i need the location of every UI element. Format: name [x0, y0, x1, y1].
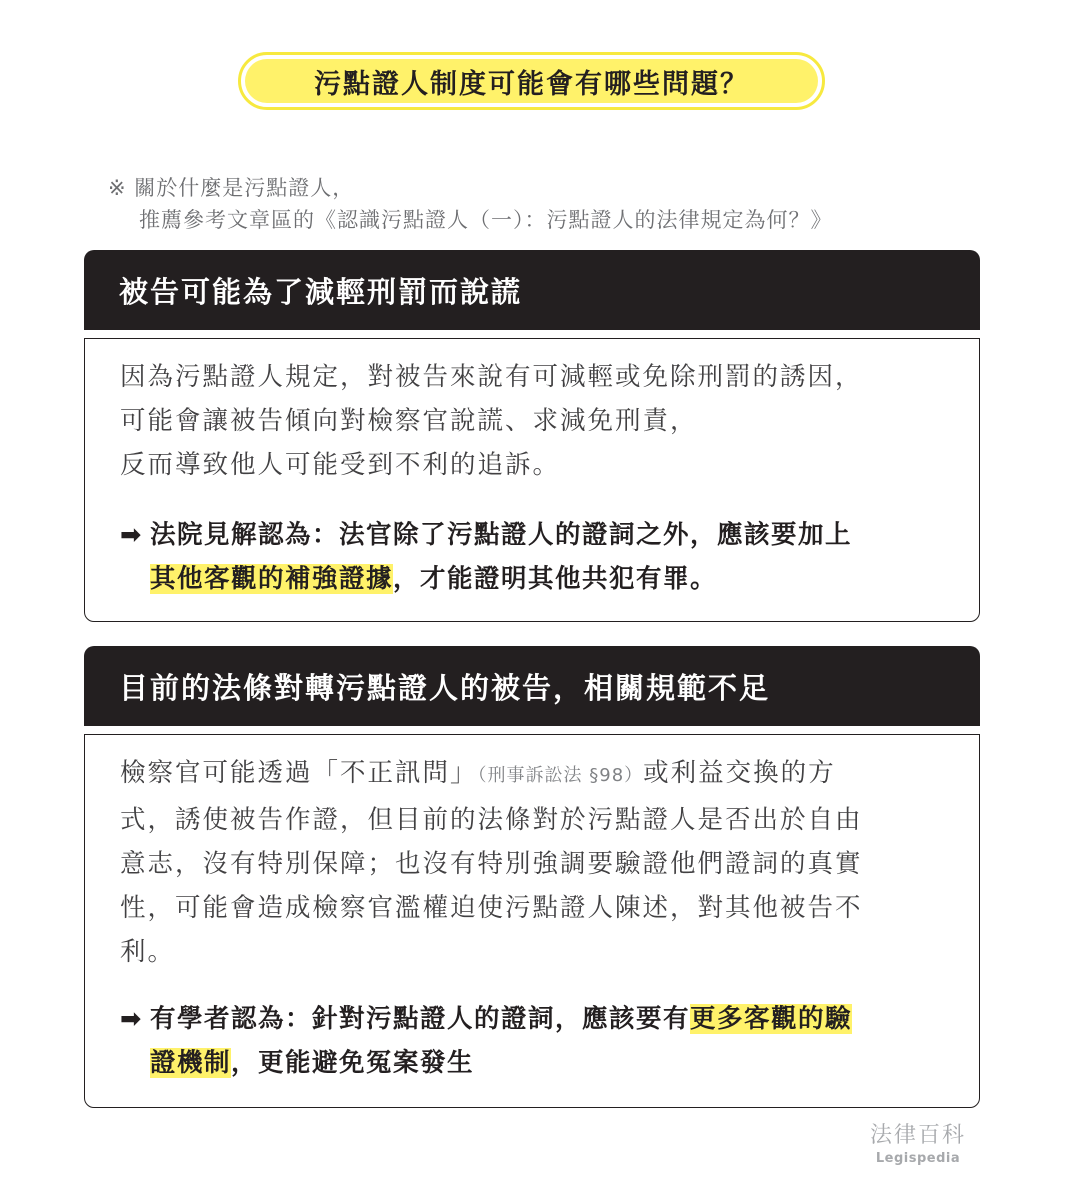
- section-1-highlight: 其他客觀的補強證據: [150, 564, 394, 594]
- page-title: 污點證人制度可能會有哪些問題？: [245, 59, 818, 103]
- note-line-2: 推薦參考文章區的《認識污點證人（一）：污點證人的法律規定為何？》: [139, 208, 833, 232]
- section-2-line-2: 式，誘使被告作證，但目前的法條對於污點證人是否出於自由: [120, 805, 863, 835]
- arrow-right-icon: ➡: [120, 1004, 143, 1034]
- note-line-1: ※ 關於什麼是污點證人，: [108, 176, 355, 200]
- arrow-right-icon: ➡: [120, 520, 143, 550]
- section-1-conclusion-line-1: 法院見解認為：法官除了污點證人的證詞之外，應該要加上: [150, 520, 853, 550]
- section-1-body: [84, 338, 980, 622]
- section-2-conclusion: [120, 997, 960, 1085]
- brand-english: Legispedia: [875, 1151, 961, 1166]
- section-1-conclusion-line-2: ，才能證明其他共犯有罪。: [393, 564, 718, 594]
- section-2-line-5: 利。: [120, 937, 176, 967]
- brand-chinese: 法律百科: [869, 1123, 966, 1148]
- section-2-highlight-a: 更多客觀的驗: [690, 1004, 853, 1034]
- section-1-conclusion: [120, 513, 960, 601]
- section-2-conclusion-line-1: 有學者認為：針對污點證人的證詞，應該要有: [150, 1004, 691, 1034]
- section-1-line-3: 反而導致他人可能受到不利的追訴。: [120, 450, 561, 480]
- section-2-line-1a: 檢察官可能透過「不正訊問」: [120, 758, 478, 788]
- section-1-heading: 被告可能為了減輕刑罰而說謊: [84, 250, 980, 330]
- section-1-paragraph: [120, 355, 950, 487]
- section-2-line-1b: 或利益交換的方: [643, 758, 836, 788]
- section-2-line-3: 意志，沒有特別保障；也沒有特別強調要驗證他們證詞的真實: [120, 849, 863, 879]
- section-2-line-4: 性，可能會造成檢察官濫權迫使污點證人陳述，對其他被告不: [120, 893, 863, 923]
- section-2-conclusion-line-2: ，更能避免冤案發生: [231, 1048, 475, 1078]
- law-reference: （刑事訴訟法 §98）: [477, 765, 644, 786]
- section-1-line-2: 可能會讓被告傾向對檢察官說謊、求減免刑責，: [120, 406, 698, 436]
- section-2-paragraph: [120, 751, 950, 974]
- section-2-heading: 目前的法條對轉污點證人的被告，相關規範不足: [84, 646, 980, 726]
- section-2-body: [84, 734, 980, 1108]
- brand-logo: [858, 1122, 978, 1168]
- title-badge: [238, 52, 825, 110]
- section-2-highlight-b: 證機制: [150, 1048, 232, 1078]
- reference-note: [108, 172, 1008, 236]
- section-1-line-1: 因為污點證人規定，對被告來說有可減輕或免除刑罰的誘因，: [120, 362, 863, 392]
